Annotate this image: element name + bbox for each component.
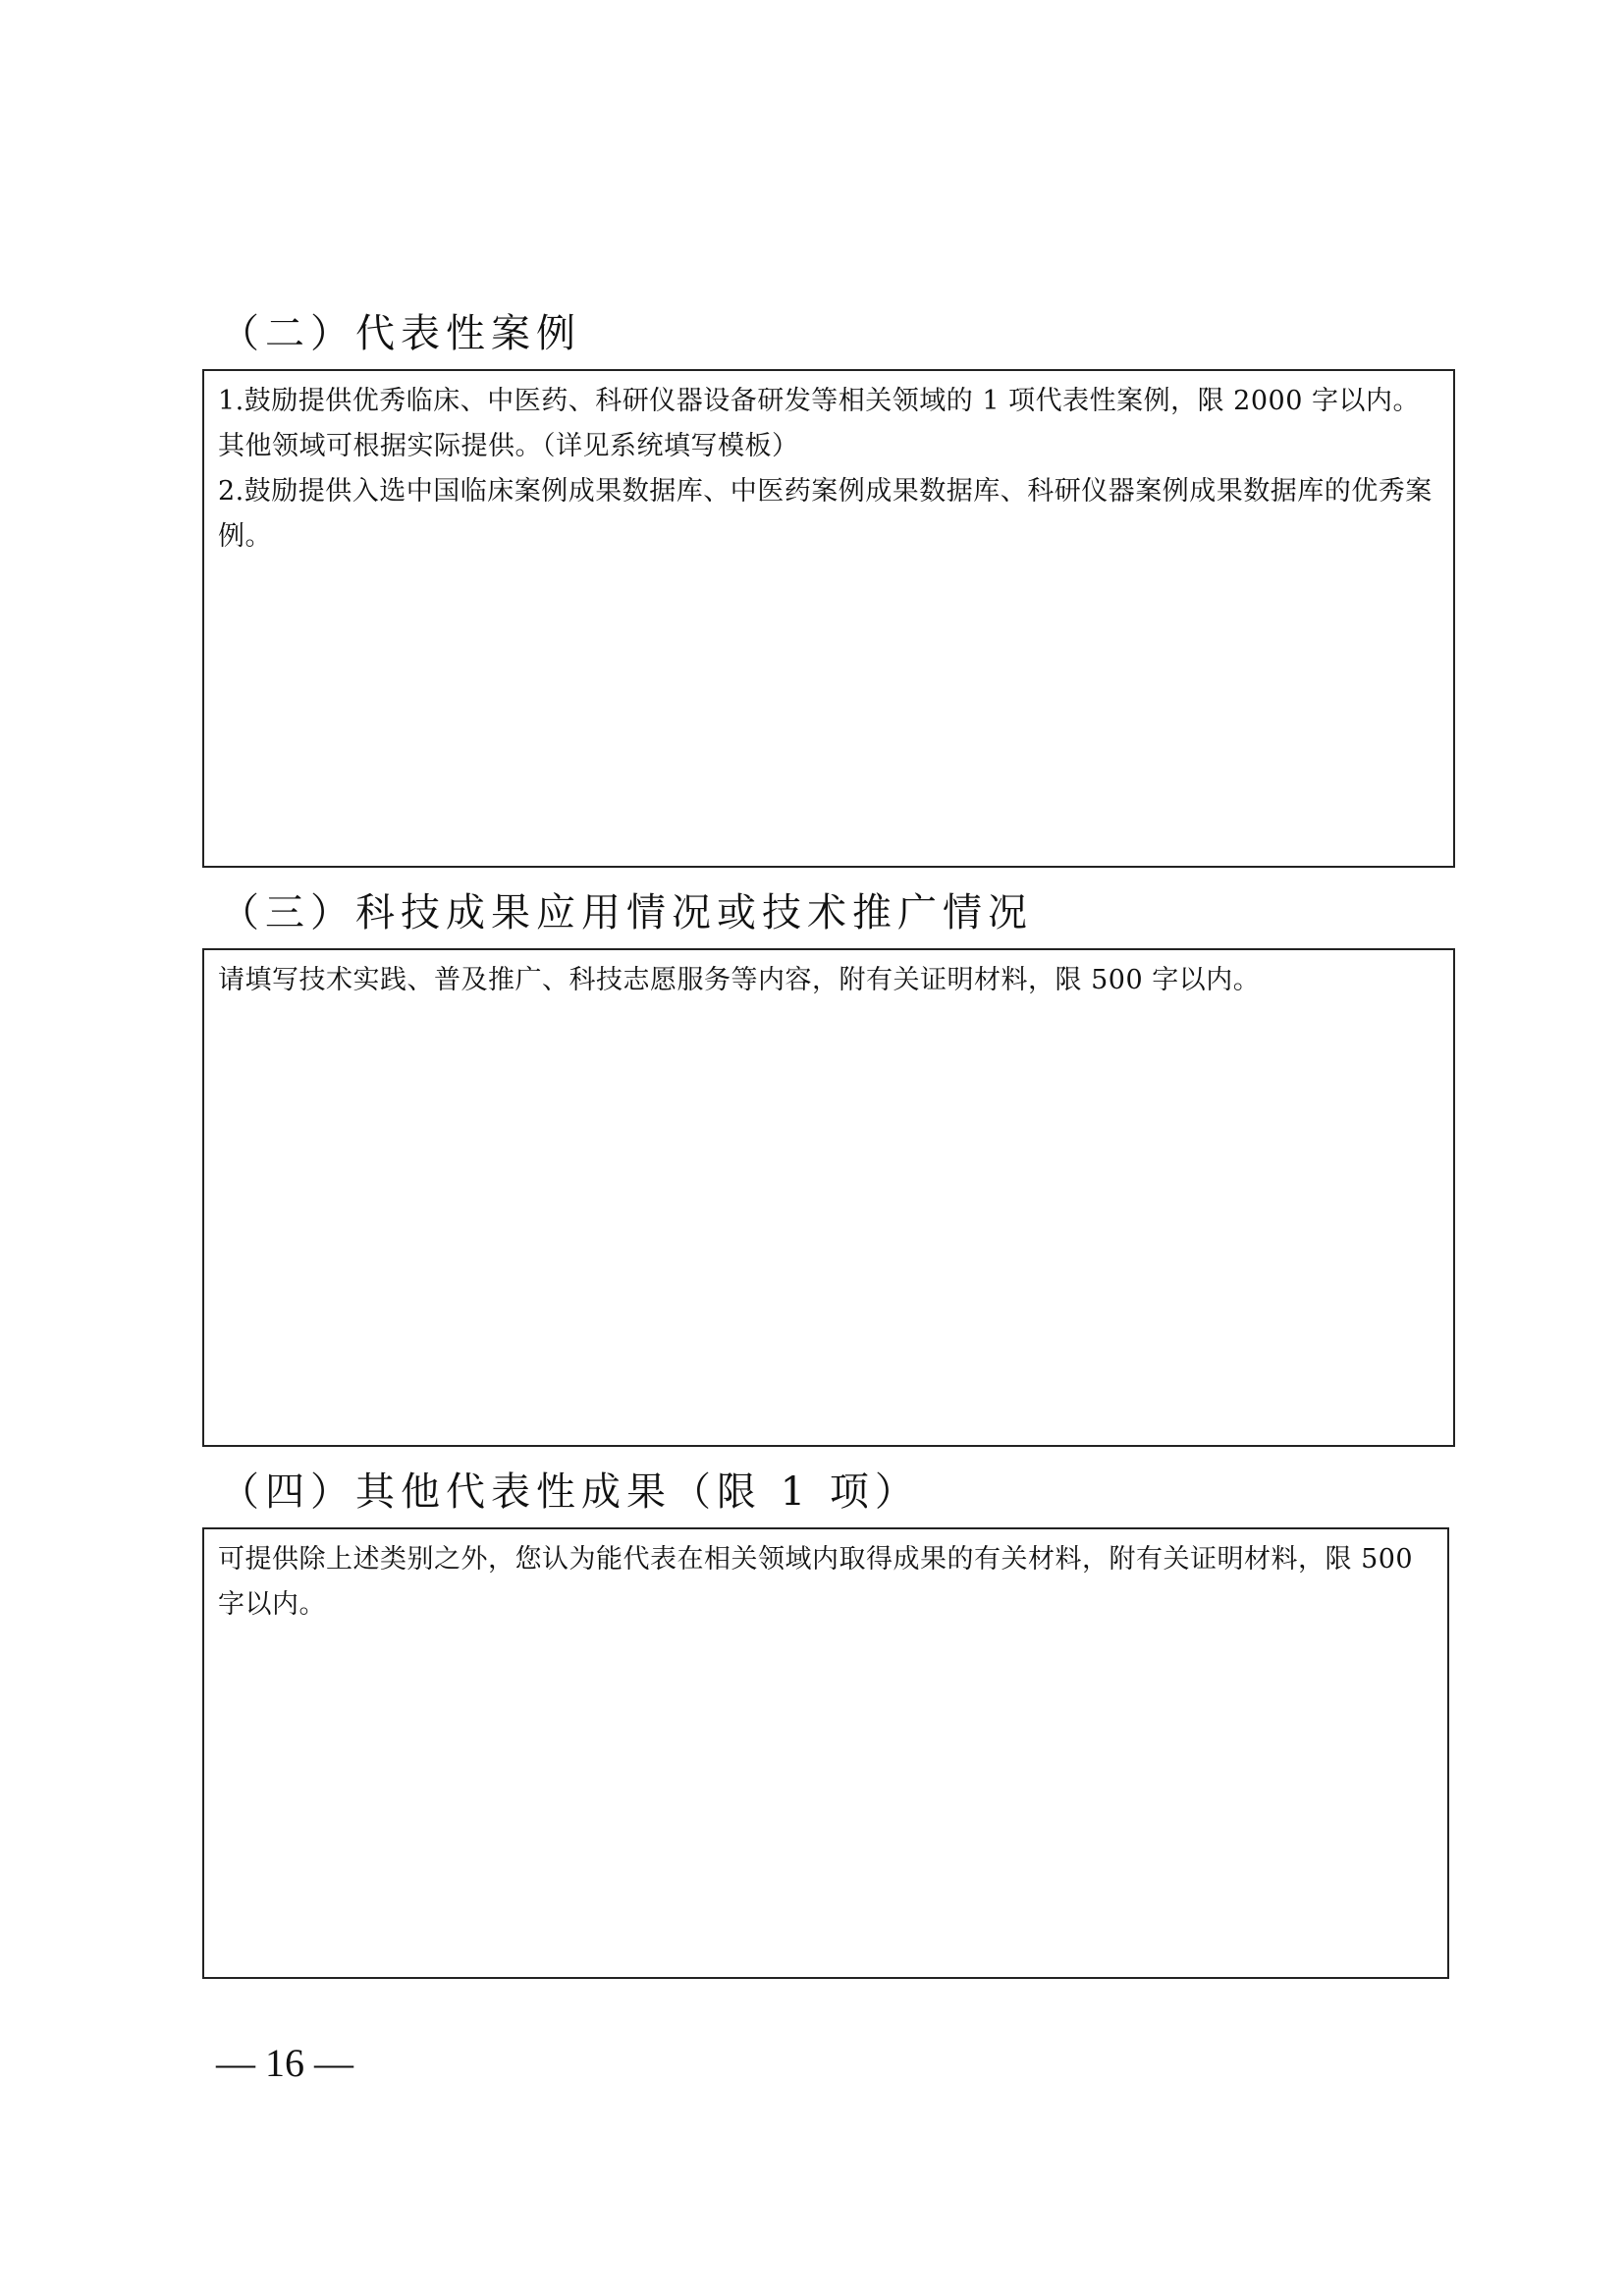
section-title-other-achievements: （四）其他代表性成果（限 1 项） xyxy=(220,1469,920,1515)
instruction-line: 请填写技术实践、普及推广、科技志愿服务等内容，附有关证明材料，限 500 字以内。 xyxy=(218,965,1261,995)
instruction-line: 可提供除上述类别之外，您认为能代表在相关领域内取得成果的有关材料，附有关证明材料，限 500 字以内。 xyxy=(218,1544,1414,1620)
representative-cases-box[interactable] xyxy=(202,369,1455,868)
representative-cases-instructions xyxy=(204,371,1453,560)
application-promotion-instructions xyxy=(204,950,1453,1003)
application-promotion-box[interactable] xyxy=(202,948,1455,1447)
page-number: — 16 — xyxy=(216,2041,353,2085)
other-achievements-instructions xyxy=(204,1529,1447,1628)
instruction-line: 2.鼓励提供入选中国临床案例成果数据库、中医药案例成果数据库、科研仪器案例成果数据库的优秀案例。 xyxy=(218,476,1433,552)
instruction-line: 1.鼓励提供优秀临床、中医药、科研仪器设备研发等相关领域的 1 项代表性案例，限 2000 字以内。其他领域可根据实际提供。（详见系统填写模板） xyxy=(218,386,1420,461)
section-title-application-promotion: （三）科技成果应用情况或技术推广情况 xyxy=(220,890,1033,935)
other-achievements-box[interactable] xyxy=(202,1527,1449,1979)
section-title-representative-cases: （二）代表性案例 xyxy=(220,311,581,356)
